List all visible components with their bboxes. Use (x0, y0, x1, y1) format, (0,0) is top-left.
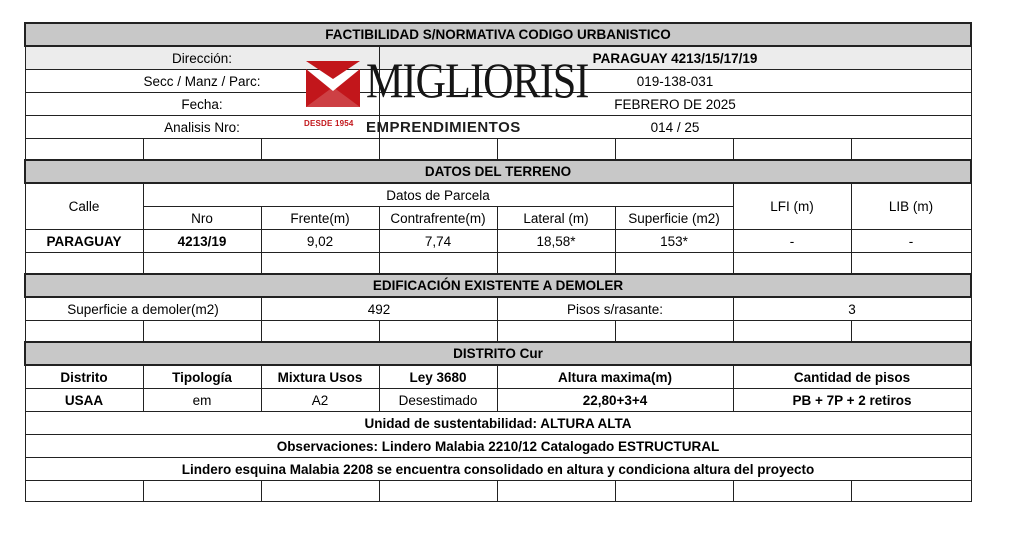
altura-header: Altura maxima(m) (497, 365, 733, 389)
spacer-row (25, 139, 971, 161)
pisos-value: 3 (733, 297, 971, 321)
lateral-header: Lateral (m) (497, 207, 615, 230)
spacer-row (25, 321, 971, 343)
altura-value: 22,80+3+4 (497, 389, 733, 412)
terreno-section-title: DATOS DEL TERRENO (25, 160, 971, 183)
ley-header: Ley 3680 (379, 365, 497, 389)
sustentabilidad-row (25, 412, 971, 435)
analisis-label: Analisis Nro: (25, 116, 379, 139)
secc-value: 019-138-031 (379, 70, 971, 93)
lfi-value: - (733, 230, 851, 253)
spacer-row (25, 253, 971, 275)
info-row-fecha (25, 93, 971, 116)
pisos-label: Pisos s/rasante: (497, 297, 733, 321)
fecha-label: Fecha: (25, 93, 379, 116)
superficie-demoler-label: Superficie a demoler(m2) (25, 297, 261, 321)
superficie-header: Superficie (m2) (615, 207, 733, 230)
ley-value: Desestimado (379, 389, 497, 412)
feasibility-sheet (24, 22, 970, 502)
direccion-label: Dirección: (25, 46, 379, 70)
terreno-header-row (25, 183, 971, 207)
frente-value: 9,02 (261, 230, 379, 253)
info-row-analisis (25, 116, 971, 139)
contrafrente-header: Contrafrente(m) (379, 207, 497, 230)
tipologia-value: em (143, 389, 261, 412)
observaciones-text: Observaciones: Lindero Malabia 2210/12 Catalogado ESTRUCTURAL (25, 435, 971, 458)
logo-subtitle: EMPRENDIMIENTOS (366, 119, 521, 136)
sustentabilidad-text: Unidad de sustentabilidad: ALTURA ALTA (25, 412, 971, 435)
frente-header: Frente(m) (261, 207, 379, 230)
logo-brand: MIGLIORISI (366, 52, 589, 108)
fecha-value: FEBRERO DE 2025 (379, 93, 971, 116)
feasibility-table (24, 22, 972, 502)
lindero-text: Lindero esquina Malabia 2208 se encuentra consolidado en altura y condiciona altura del proyecto (25, 458, 971, 481)
spacer-row (25, 481, 971, 502)
distrito-header-row (25, 365, 971, 389)
cantidad-pisos-header: Cantidad de pisos (733, 365, 971, 389)
cantidad-pisos-value: PB + 7P + 2 retiros (733, 389, 971, 412)
observaciones-row (25, 435, 971, 458)
analisis-value: 014 / 25 (379, 116, 971, 139)
lib-value: - (851, 230, 971, 253)
secc-label: Secc / Manz / Parc: (25, 70, 379, 93)
info-row-direccion (25, 46, 971, 70)
tipologia-header: Tipología (143, 365, 261, 389)
info-row-secc (25, 70, 971, 93)
distrito-value: USAA (25, 389, 143, 412)
nro-header: Nro (143, 207, 261, 230)
parcela-header: Datos de Parcela (143, 183, 733, 207)
distrito-data-row (25, 389, 971, 412)
direccion-value: PARAGUAY 4213/15/17/19 (379, 46, 971, 70)
edificacion-section-title: EDIFICACIÓN EXISTENTE A DEMOLER (25, 274, 971, 297)
mixtura-value: A2 (261, 389, 379, 412)
superficie-value: 153* (615, 230, 733, 253)
contrafrente-value: 7,74 (379, 230, 497, 253)
distrito-section-title: DISTRITO Cur (25, 342, 971, 365)
lateral-value: 18,58* (497, 230, 615, 253)
edificacion-row (25, 297, 971, 321)
lindero-row (25, 458, 971, 481)
lfi-header: LFI (m) (733, 183, 851, 230)
nro-value: 4213/19 (143, 230, 261, 253)
logo-since: DESDE 1954 (304, 119, 354, 128)
terreno-data-row (25, 230, 971, 253)
distrito-header: Distrito (25, 365, 143, 389)
calle-value: PARAGUAY (25, 230, 143, 253)
mixtura-header: Mixtura Usos (261, 365, 379, 389)
sheet-title: FACTIBILIDAD S/NORMATIVA CODIGO URBANISTICO (25, 23, 971, 46)
calle-header: Calle (25, 183, 143, 230)
superficie-demoler-value: 492 (261, 297, 497, 321)
lib-header: LIB (m) (851, 183, 971, 230)
